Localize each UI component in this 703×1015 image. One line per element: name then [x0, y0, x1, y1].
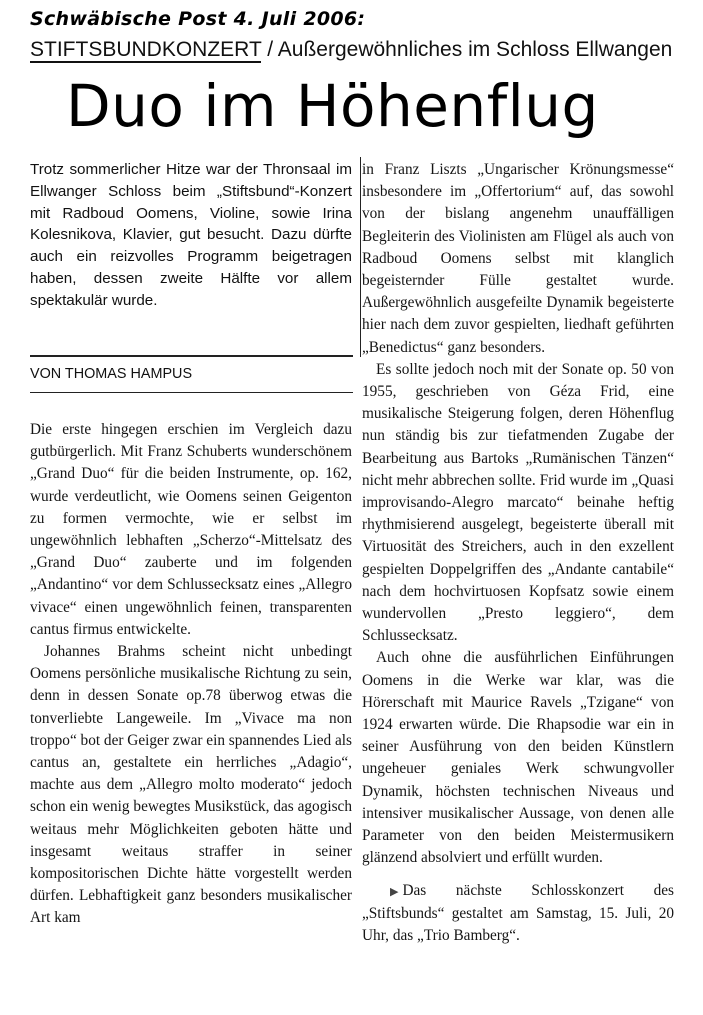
paragraph: Auch ohne die ausführlichen Einführungen Oomens in die Werke war klar, was die Hörerschaft mit Maurice Ravels „Tzigane“ von 1924 erwarten würde. Die Rhapsodie war ein in seiner Ausführung von den beiden Künstlern ungeheuer geniales Werk schwungvoller Dynamik, höchsten technischen Niveaus und intensiver musikalischer Aussage, von denen alle Parameter von den beiden Meistermusikern glänzend absolviert und erfüllt wurden.: [362, 649, 674, 867]
kicker-secondary: Außergewöhnliches im Schloss Ellwangen: [277, 38, 673, 61]
event-note-text: Das nächste Schlosskonzert des „Stiftsbunds“ gestaltet am Samstag, 15. Juli, 20 Uhr, das „Trio Bamberg“.: [362, 881, 674, 944]
article-column-left: [30, 419, 352, 930]
paragraph: Die erste hingegen erschien im Vergleich dazu gutbürgerlich. Mit Franz Schuberts wunderschönem „Grand Duo“ für die beiden Instrumente, op. 162, wurde verdeutlicht, wie Oomens seinen Geigenton zu formen vermochte, wie er selbst im ungewöhnlich lebhaften „Scherzo“-Mittelsatz des „Grand Duo“ zauberte und im folgenden „Andantino“ vor dem Schlussecksatz eines „Allegro vivace“ einen ungewöhnlich feinen, transparenten cantus firmus entwickelte.: [30, 421, 352, 638]
article-column-right: [362, 159, 674, 947]
kicker: [30, 38, 672, 62]
paragraph: in Franz Liszts „Ungarischer Krönungsmesse“ insbesondere im „Offertorium“ auf, das sowohl von der bislang angenehm unauffälligen Begleiterin des Violinisten am Flügel als auch von Radboud Oomens selbst mit klanglich begeisternder Fülle gestaltet wurde. Außergewöhnlich ausgefeilte Dynamik begeisterte hier nach dem zuvor gespielten, liedhaft geführten „Benedictus“ ganz besonders.: [362, 161, 674, 356]
kicker-primary: STIFTSBUNDKONZERT: [30, 38, 262, 61]
event-note: [362, 880, 674, 948]
lead-divider: [30, 355, 353, 357]
kicker-separator: /: [267, 38, 274, 61]
column-divider: [360, 157, 361, 357]
byline: VON THOMAS HAMPUS: [30, 366, 193, 382]
byline-divider: [30, 392, 353, 393]
paragraph: Johannes Brahms scheint nicht unbedingt Oomens persönliche musikalische Richtung zu sein, denn in dessen Sonate op.78 überwog etwas die tonverliebte Langeweile. Im „Vivace ma non troppo“ bot der Geiger zwar ein spannendes Lied als cantus an, gestaltete ein herrliches „Adagio“, machte aus dem „Allegro molto moderato“ jedoch schon ein wenig bewegtes Musikstück, das agogisch weitaus mehr Möglichkeiten geboten hätte und insgesamt weitaus straffer in seiner kompositorischen Dichte hätte vorgestellt werden dürfen. Lebhaftigkeit ganz besonders musikalischer Art kam: [30, 643, 352, 927]
triangle-right-icon: ▶: [390, 885, 399, 898]
headline: Duo im Höhenflug: [66, 72, 599, 140]
lead-paragraph: Trotz sommerlicher Hitze war der Thronsaal im Ellwanger Schloss beim „Stiftsbund“-Konzert mit Radboud Oomens, Violine, sowie Irina Kolesnikova, Klavier, gut besucht. Dazu dürfte auch ein reizvolles Programm beigetragen haben, dessen zweite Hälfte vor allem spektakulär wurde.: [30, 161, 352, 309]
source-line: Schwäbische Post 4. Juli 2006:: [30, 8, 366, 30]
paragraph: Es sollte jedoch noch mit der Sonate op. 50 von 1955, geschrieben von Géza Frid, eine musikalische Steigerung folgen, deren Höhenflug nun ständig bis zur tiefatmenden Zugabe der Bearbeitung aus Bartoks „Rumänischen Tänzen“ nicht mehr abbrechen sollte. Frid wurde im „Quasi improvisando-Alegro marcato“ beinahe heftig rhythmisierend ausgelegt, begeisterte überall mit Virtuosität des Streichers, auch in den exzellent gespielten Doppelgriffen des „Andante cantabile“ nach dem hochvirtuosen Kopfsatz sowie einem wundervollen „Presto leggiero“, dem Schlussecksatz.: [362, 360, 674, 645]
